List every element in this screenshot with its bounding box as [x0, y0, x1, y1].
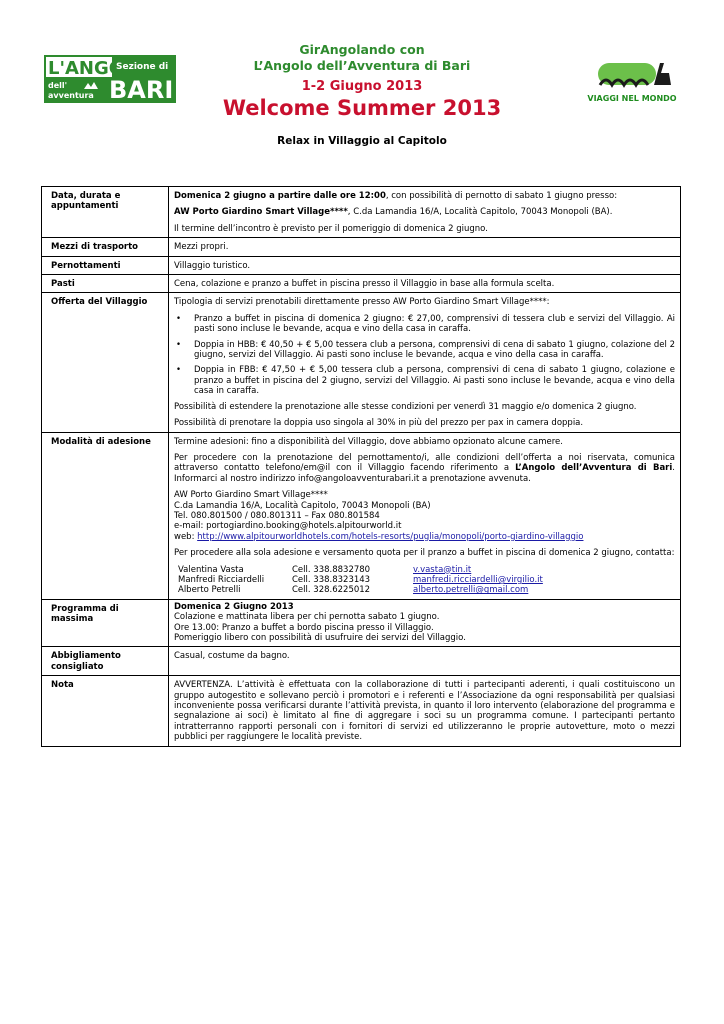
contact-phone: Cell. 338.8832780	[292, 564, 371, 575]
contact-name: Manfredi Ricciardelli	[178, 574, 265, 585]
offerta-intro: Tipologia di servizi prenotabili direttamente presso AW Porto Giardino Smart Village****:	[174, 297, 550, 308]
label-mezzi: Mezzi di trasporto	[42, 238, 169, 256]
row-data	[42, 187, 681, 238]
label-pasti: Pasti	[42, 275, 169, 293]
data-venue-bold: AW Porto Giardino Smart Village****	[174, 207, 348, 218]
contact-row	[178, 585, 543, 595]
data-venue-rest: , C.da Lamandia 16/A, Località Capitolo, 70043 Monopoli (BA).	[347, 207, 613, 218]
label-data: Data, durata e appuntamenti	[42, 187, 169, 238]
contact-name: Valentina Vasta	[178, 564, 244, 575]
contact-email-link[interactable]: v.vasta@tin.it	[413, 564, 472, 575]
modalita-procedure-b: . Informarci al nostro indirizzo info@angoloavventurabari.it a prenotazione avvenuta.	[174, 463, 675, 484]
content-mezzi: Mezzi propri.	[169, 238, 681, 256]
content-programma	[169, 599, 681, 647]
content-data	[169, 187, 681, 238]
modalita-deadline: Termine adesioni: fino a disponibilità del Villaggio, dove abbiamo opzionato alcune camere.	[174, 436, 563, 447]
contact-phone: Cell. 328.6225012	[292, 585, 371, 596]
contact-row	[178, 575, 543, 585]
event-title: Welcome Summer 2013	[222, 96, 502, 120]
row-offerta	[42, 293, 681, 432]
content-pernottamenti: Villaggio turistico.	[169, 256, 681, 274]
contact-phone: Cell. 338.8323143	[292, 574, 371, 585]
village-name: AW Porto Giardino Smart Village****	[174, 490, 328, 501]
village-address-block	[174, 490, 675, 542]
label-nota: Nota	[42, 676, 169, 746]
logo-section-text: Sezione di	[116, 62, 169, 72]
row-programma	[42, 599, 681, 647]
village-phone: Tel. 080.801500 / 080.801311 – Fax 080.801584	[174, 510, 380, 521]
logo-sub2: avventura	[48, 91, 94, 100]
village-email: e-mail: portogiardino.booking@hotels.alpitourworld.it	[174, 521, 402, 532]
label-offerta: Offerta del Villaggio	[42, 293, 169, 432]
row-pasti	[42, 275, 681, 293]
row-modalita	[42, 432, 681, 599]
info-table	[41, 186, 681, 747]
offerta-item-pranzo: • Pranzo a buffet in piscina di domenica 2 giugno: € 27,00, comprensivi di tessera club e servizi del Villaggio. Ai pasti sono incluse le bevande, acqua e vino della casa in caraffa.	[174, 314, 675, 335]
village-web-link[interactable]: http://www.alpitourworldhotels.com/hotels-resorts/puglia/monopoli/porto-giardino-villaggio	[197, 531, 584, 542]
modalita-procedure-bold: L’Angolo dell’Avventura di Bari	[515, 463, 673, 474]
row-abbigliamento	[42, 647, 681, 676]
village-web	[174, 532, 675, 542]
label-abbigliamento: Abbigliamento consigliato	[42, 647, 169, 676]
modalita-procedure-a: Per procedere con la prenotazione del pernottamento/i, alle condizioni dell’offerta a noi riservata, comunica attraverso contatto telefono/em@il con il Villaggio facendo riferimento a	[174, 452, 675, 474]
logo-city-text: BARI	[109, 76, 174, 103]
data-end: Il termine dell’incontro è previsto per il pomeriggio di domenica 2 giugno.	[174, 223, 488, 234]
village-address: C.da Lamandia 16/A, Località Capitolo, 70043 Monopoli (BA)	[174, 500, 431, 511]
programma-line3: Pomeriggio libero con possibilità di usufruire dei servizi del Villaggio.	[174, 633, 466, 643]
web-label: web:	[174, 531, 198, 542]
content-offerta	[169, 293, 681, 432]
label-pernottamenti: Pernottamenti	[42, 256, 169, 274]
content-pasti: Cena, colazione e pranzo a buffet in piscina presso il Villaggio in base alla formula scelta.	[169, 275, 681, 293]
modalita-lunch-contact: Per procedere alla sola adesione e versamento quota per il pranzo a buffet in piscina di domenica 2 giugno, contatta:	[174, 548, 675, 559]
header-line2: L’Angolo dell’Avventura di Bari	[253, 58, 471, 73]
offerta-item-fbb: • Doppia in FBB: € 47,50 + € 5,00 tessera club a persona, comprensivi di cena di sabato 1 giugno, colazione e pranzo a buffet in piscina del 2 giugno, servizi del Villaggio. Ai pasti sono incluse le bevande, acqua e vino della casa in caraffa.	[174, 365, 675, 396]
offerta-single: Possibilità di prenotare la doppia uso singola al 30% in più del prezzo per pax in camera doppia.	[174, 418, 584, 429]
contact-row	[178, 565, 543, 575]
modalita-procedure	[174, 453, 675, 484]
data-start-rest: , con possibilità di pernotto di sabato 1 giugno presso:	[385, 191, 618, 201]
contact-email-link[interactable]: manfredi.ricciardelli@virgilio.it	[413, 574, 543, 585]
data-start-bold: Domenica 2 giugno a partire dalle ore 12:00	[174, 191, 386, 201]
programma-line1: Colazione e mattinata libera per chi pernotta sabato 1 giugno.	[174, 612, 440, 623]
programma-title: Domenica 2 Giugno 2013	[174, 601, 294, 612]
content-modalita	[169, 432, 681, 599]
event-date: 1-2 Giugno 2013	[301, 79, 423, 94]
event-subtitle: Relax in Villaggio al Capitolo	[277, 135, 447, 147]
row-nota	[42, 676, 681, 746]
label-programma: Programma di massima	[42, 599, 169, 647]
logo-brand-text: L'ANGO	[48, 58, 125, 79]
contact-name: Alberto Petrelli	[178, 585, 241, 596]
logo-sub1: dell'	[48, 81, 68, 90]
offerta-list	[174, 314, 675, 397]
row-pernottamenti	[42, 256, 681, 274]
offerta-item-hbb: • Doppia in HBB: € 40,50 + € 5,00 tessera club a persona, comprensivi di cena di sabato 1 giugno, colazione del 2 giugno, servizi del Villaggio. Ai pasti sono incluse le bevande, acqua e vino della casa in caraffa.	[174, 340, 675, 361]
row-mezzi	[42, 238, 681, 256]
contact-email-link[interactable]: alberto.petrelli@gmail.com	[413, 585, 529, 596]
content-abbigliamento: Casual, costume da bagno.	[169, 647, 681, 676]
logo-right-text: VIAGGI NEL MONDO	[587, 94, 677, 103]
header-line1: GirAngolando con	[299, 42, 425, 57]
programma-line2: Ore 13.00: Pranzo a buffet a bordo piscina presso il Villaggio.	[174, 622, 434, 633]
label-modalita: Modalità di adesione	[42, 432, 169, 599]
content-nota: AVVERTENZA. L’attività è effettuata con la collaborazione di tutti i partecipanti aderenti, i quali costituiscono un gruppo autogestito e sollevano perciò i promotori e i referenti e l’Associazione da ogni responsabilità per qualsiasi inconveniente possa verificarsi durante l’attività prevista, in quanto il loro intervento (elaborazione del programma e segnalazione ai soci) è limitato al fine di aggregare i soci su un programma comune. I partecipanti pertanto intratterranno rapporti personali con i fornitori di servizi ed utilizzeranno le proprie autovetture, moto o mezzi pubblici per raggiungere le località previste.	[169, 676, 681, 746]
contacts-table	[178, 565, 543, 596]
offerta-extend: Possibilità di estendere la prenotazione alle stesse condizioni per venerdì 31 maggio e/o domenica 2 giugno.	[174, 401, 637, 412]
